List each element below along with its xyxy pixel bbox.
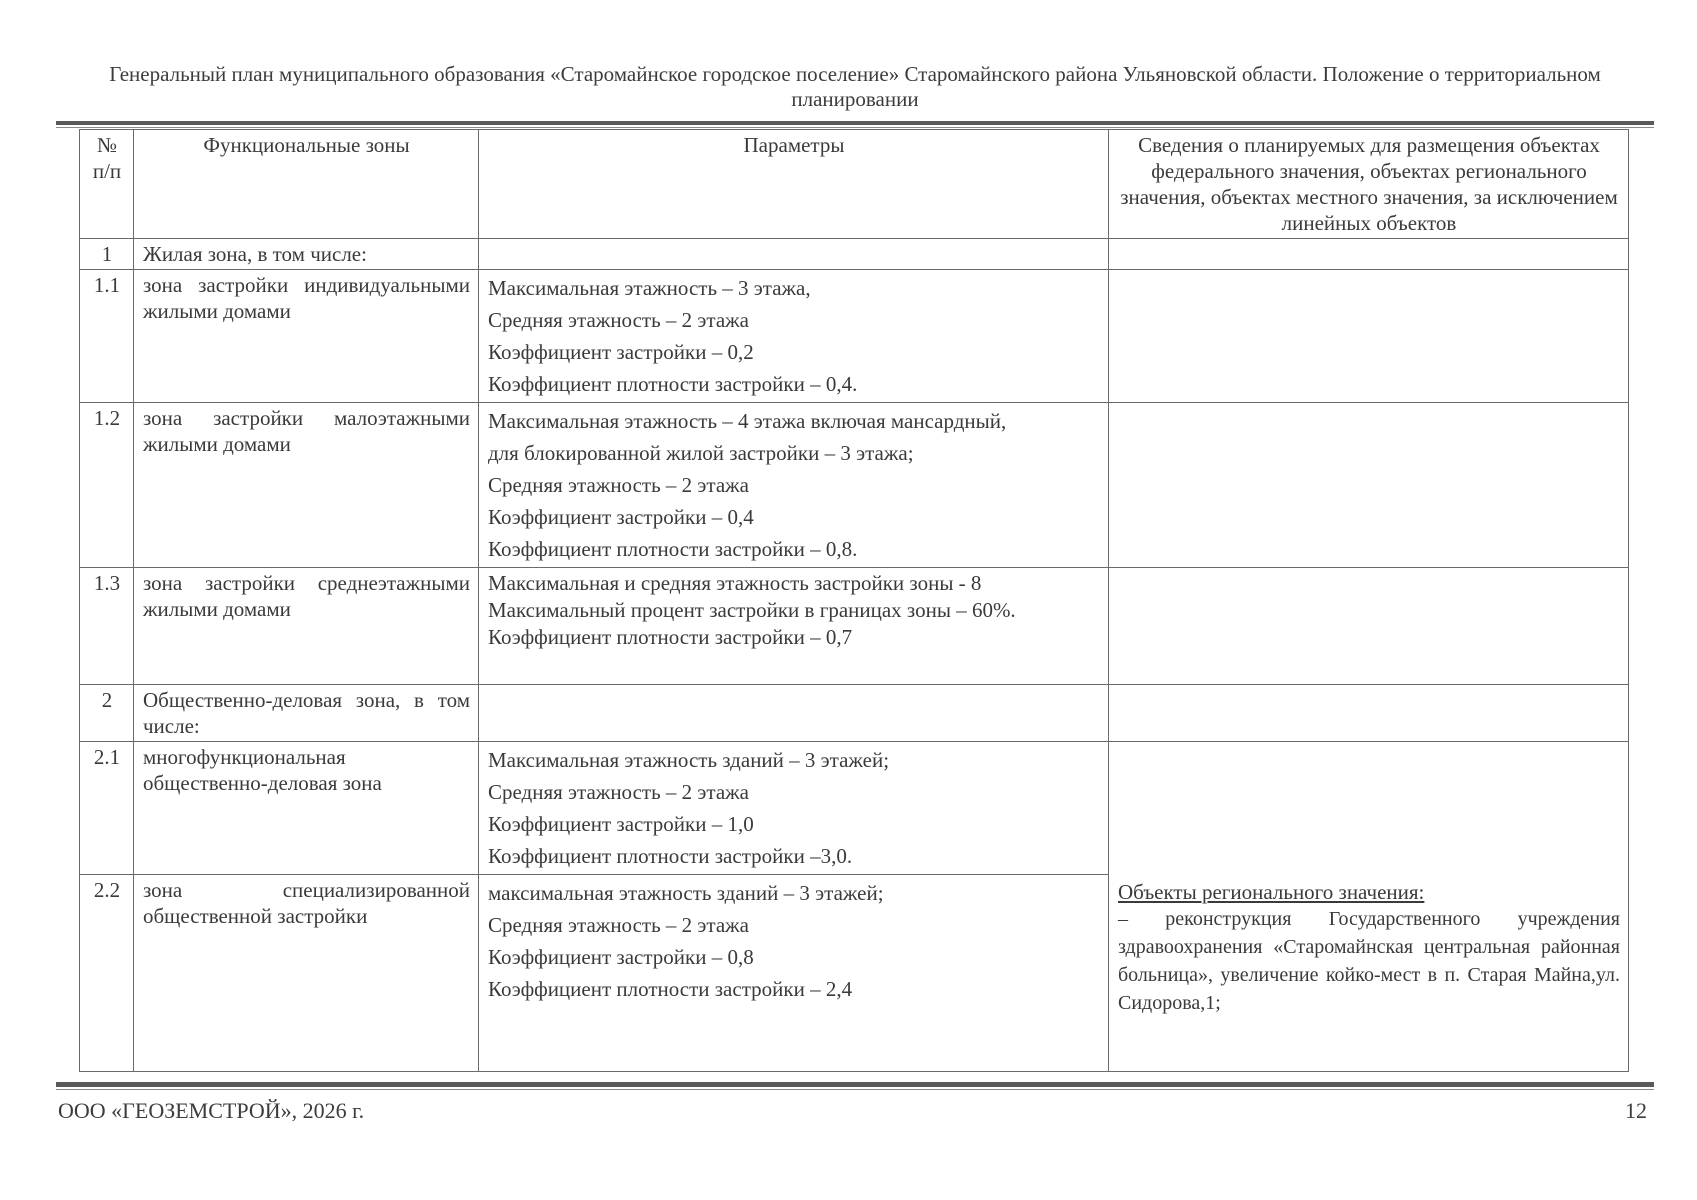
table-row — [80, 403, 1629, 568]
header-rule — [56, 121, 1654, 125]
column-header-parameters: Параметры — [479, 130, 1109, 239]
parameter-line: Коэффициент застройки – 0,2 — [488, 340, 754, 364]
column-header-objects: Сведения о планируемых для размещения объектах федерального значения, объектах регионального значения, объектах местного значения, за исключением линейных объектов — [1109, 130, 1629, 239]
parameter-line: Коэффициент плотности застройки – 2,4 — [488, 977, 853, 1001]
zone-objects — [1109, 568, 1629, 685]
table-row — [80, 270, 1629, 403]
table-row — [80, 568, 1629, 685]
zone-name: зона специализированной общественной застройки — [134, 875, 479, 1072]
table-row — [80, 875, 1629, 1072]
footer-rule — [56, 1082, 1654, 1087]
zone-name: Жилая зона, в том числе: — [134, 239, 479, 270]
row-number: 2 — [80, 685, 134, 742]
parameter-line: Максимальная этажность – 3 этажа, — [488, 276, 811, 300]
parameter-line: Коэффициент застройки – 0,4 — [488, 505, 754, 529]
zone-objects — [1109, 403, 1629, 568]
objects-title: Объекты регионального значения: — [1118, 879, 1425, 904]
zone-parameters — [479, 568, 1109, 685]
zone-objects — [1109, 742, 1629, 875]
table-row — [80, 685, 1629, 742]
zone-name: зона застройки среднеэтажными жилыми домами — [134, 568, 479, 685]
row-number: 1.3 — [80, 568, 134, 685]
parameter-line: Коэффициент плотности застройки –3,0. — [488, 844, 853, 868]
parameter-line: Коэффициент застройки – 1,0 — [488, 812, 754, 836]
objects-description: – реконструкция Государственного учреждения здравоохранения «Старомайнская центральная районная больница», увеличение койко-мест в п. Старая Майна,ул. Сидорова,1; — [1118, 907, 1620, 1014]
table-row — [80, 239, 1629, 270]
document-header: Генеральный план муниципального образования «Старомайнское городское поселение» Старомайнского района Ульяновской области. Положение о территориальном планировании — [109, 62, 1601, 111]
zone-objects — [1109, 239, 1629, 270]
zone-objects — [1109, 270, 1629, 403]
column-header-number: № п/п — [80, 130, 134, 239]
parameter-line: Средняя этажность – 2 этажа — [488, 913, 750, 937]
zone-parameters — [479, 270, 1109, 403]
zone-parameters — [479, 875, 1109, 1072]
zone-name: Общественно-деловая зона, в том числе: — [134, 685, 479, 742]
zone-objects — [1109, 875, 1629, 1072]
row-number: 1 — [80, 239, 134, 270]
row-number: 1.1 — [80, 270, 134, 403]
table-row — [80, 742, 1629, 875]
row-number: 2.1 — [80, 742, 134, 875]
parameter-line: Коэффициент застройки – 0,8 — [488, 945, 754, 969]
footer-company: ООО «ГЕОЗЕМСТРОЙ», 2026 г. — [58, 1098, 365, 1123]
row-number: 1.2 — [80, 403, 134, 568]
header-rule-thin — [56, 127, 1654, 128]
zone-name: многофункциональная общественно-деловая зона — [134, 742, 479, 875]
footer-rule-thin — [56, 1089, 1654, 1090]
parameter-line: Максимальная этажность – 4 этажа включая мансардный, — [488, 409, 1007, 433]
table-header-row — [80, 130, 1629, 239]
parameter-line: Средняя этажность – 2 этажа — [488, 308, 750, 332]
zone-parameters — [479, 742, 1109, 875]
parameter-line: Максимальный процент застройки в границах зоны – 60%. — [488, 598, 1016, 622]
zone-name: зона застройки индивидуальными жилыми домами — [134, 270, 479, 403]
parameter-line: Коэффициент плотности застройки – 0,4. — [488, 372, 858, 396]
zone-parameters — [479, 239, 1109, 270]
parameter-line: Коэффициент плотности застройки – 0,7 — [488, 625, 853, 649]
parameter-line: Максимальная этажность зданий – 3 этажей; — [488, 748, 890, 772]
zones-table — [79, 129, 1629, 1072]
row-number: 2.2 — [80, 875, 134, 1072]
zone-parameters — [479, 403, 1109, 568]
parameter-line: Средняя этажность – 2 этажа — [488, 780, 750, 804]
parameter-line: максимальная этажность зданий – 3 этажей; — [488, 881, 884, 905]
parameter-line: Коэффициент плотности застройки – 0,8. — [488, 537, 858, 561]
parameter-line: Средняя этажность – 2 этажа — [488, 473, 750, 497]
parameter-line: Максимальная и средняя этажность застройки зоны - 8 — [488, 571, 982, 595]
zone-parameters — [479, 685, 1109, 742]
zone-objects — [1109, 685, 1629, 742]
page-number: 12 — [1625, 1098, 1647, 1123]
column-header-zones: Функциональные зоны — [134, 130, 479, 239]
parameter-line: для блокированной жилой застройки – 3 этажа; — [488, 441, 914, 465]
zone-name: зона застройки малоэтажными жилыми домами — [134, 403, 479, 568]
